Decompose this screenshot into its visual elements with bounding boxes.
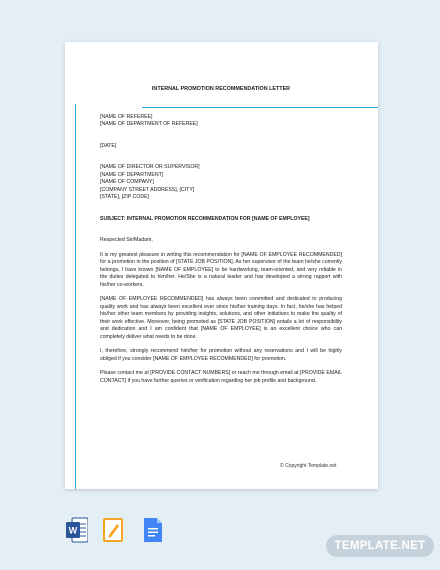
referee-department: [NAME OF DEPARTMENT OF REFEREE] xyxy=(100,121,198,127)
pages-icon[interactable] xyxy=(102,516,124,544)
salutation: Respected Sir/Madam, xyxy=(100,237,153,243)
letter-date: [DATE] xyxy=(100,142,117,149)
svg-text:W: W xyxy=(68,525,78,536)
template-net-badge[interactable]: TEMPLATE.NET xyxy=(326,535,434,557)
recipient-address: [COMPANY STREET ADDRESS], [CITY] xyxy=(100,186,195,193)
paragraph-2: [NAME OF EMPLOYEE RECOMMENDED] has always been committed and dedicated to producing quality work and has always been excellent ever since his/her training days. In fact, he/she has helped his/her other team members by providing insights, solutions, and other initiatives to make the quality of their work effective. Moreover, being promoted as [STATE JOB POSITION] entails a lot of responsibility and dedication and I am confident that [NAME OF EMPLOYEE] is an excellent choice who can completely deliver what needs to be done. xyxy=(100,296,342,340)
copyright-note: © Copyright Template.net xyxy=(280,463,337,469)
paragraph-1: It is my greatest pleasure in writing this recommendation for [NAME OF EMPLOYEE RECOMMENDED] for a promotion in the position of [STATE JOB POSITION]. As her supervisor of the team he/she currently belongs, I have known [NAME OF EMPLOYEE] to be hardworking, team-oriented, and very reliable in the duties delegated to him/her. He/She is a natural leader and has developed a strong rapport with his/her co-workers. xyxy=(100,251,342,288)
word-icon[interactable] xyxy=(66,516,88,544)
letter-title: INTERNAL PROMOTION RECOMMENDATION LETTER xyxy=(151,86,291,92)
referee-name: [NAME OF REFEREE] xyxy=(100,113,153,120)
google-docs-icon[interactable] xyxy=(142,516,164,544)
letter-body xyxy=(100,86,342,392)
recipient-state: [STATE], [ZIP CODE] xyxy=(100,194,149,200)
accent-line-left xyxy=(75,104,76,489)
recipient-department: [NAME OF DEPARTMENT] xyxy=(100,171,164,178)
paragraph-4: Please contact me at [PROVIDE CONTACT NUMBERS] or reach me through email at [PROVIDE EMAIL CONTACT] if you have further queries or verification regarding her job profile and background. xyxy=(100,370,342,384)
paragraph-3: I, therefore, strongly recommend him/her for promotion without any reservations and I will be highly obliged if you consider [NAME OF EMPLOYEE RECOMMENDED] for promotion. xyxy=(100,348,342,362)
letter-subject: SUBJECT: INTERNAL PROMOTION RECOMMENDATION FOR [NAME OF EMPLOYEE] xyxy=(100,215,310,222)
recipient-name: [NAME OF DIRECTOR OR SUPERVISOR] xyxy=(100,164,200,170)
recipient-company: [NAME OF COMPANY] xyxy=(100,179,154,185)
